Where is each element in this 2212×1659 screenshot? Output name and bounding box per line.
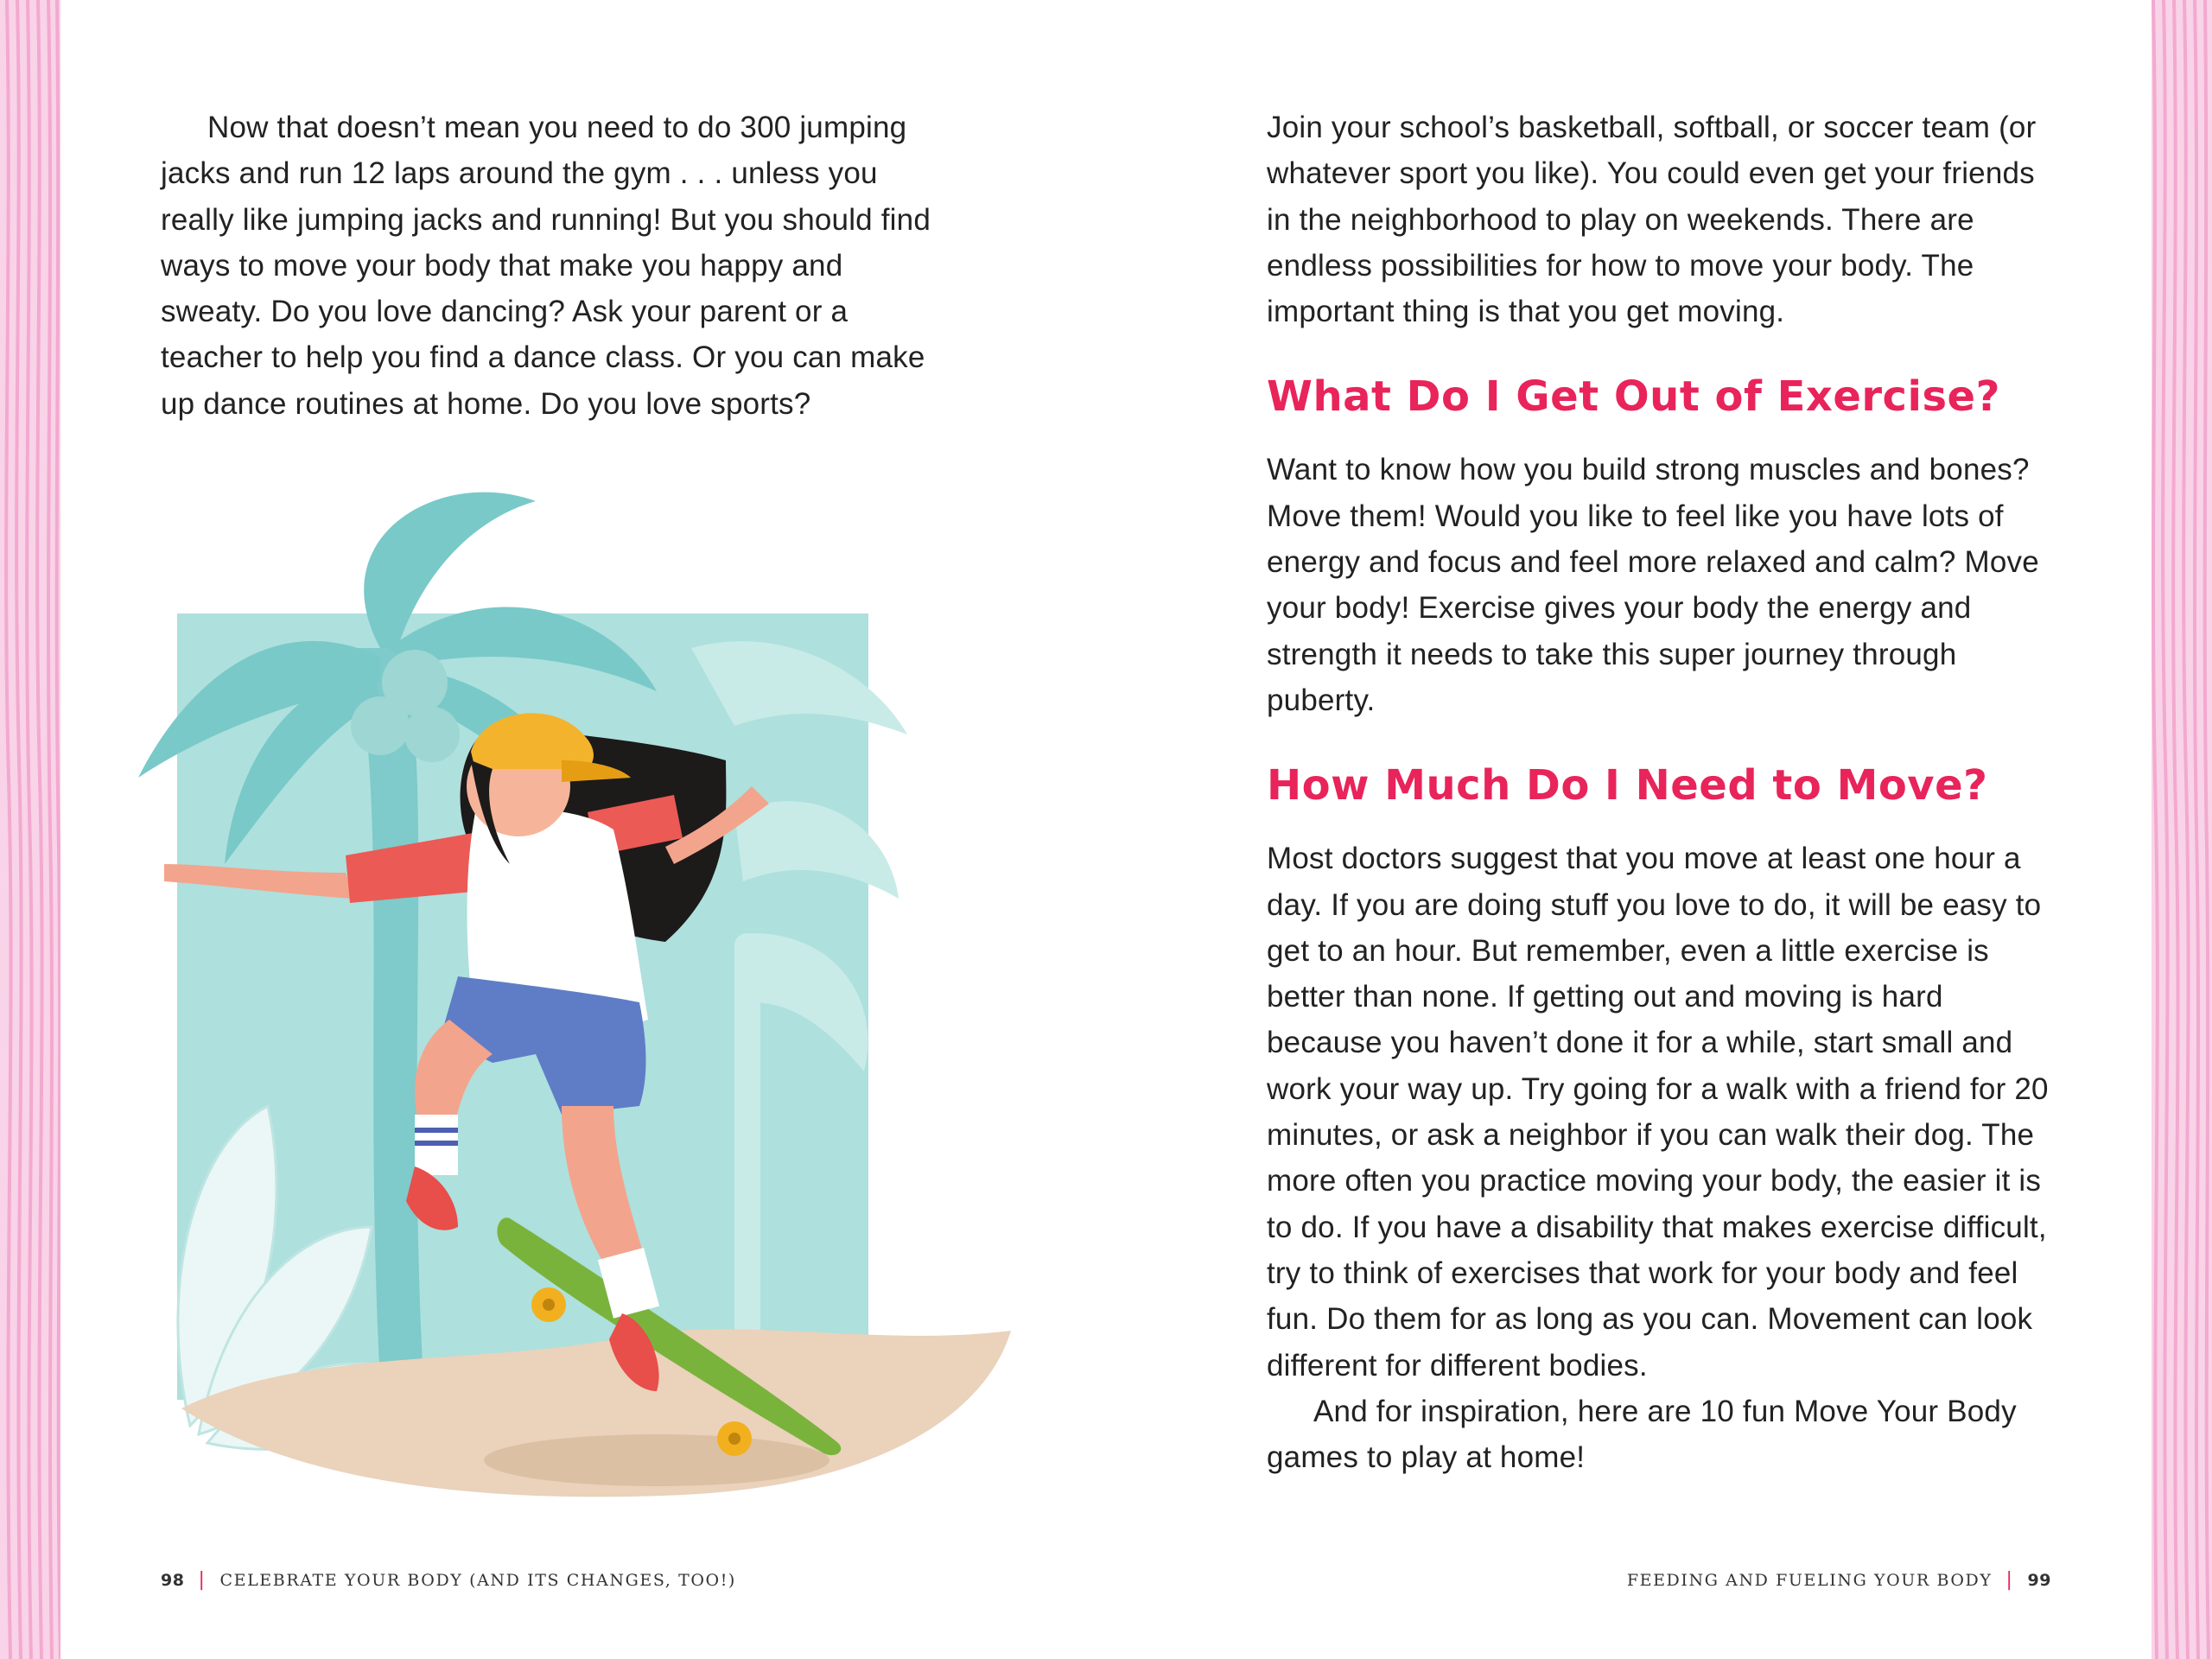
right-page-edge [2148, 0, 2212, 1659]
left-footer-separator: | [198, 1569, 207, 1591]
intro-paragraph: Join your school’s basketball, softball, or soccer team (or whatever sport you like). You could even get your friends in the neighborhood to play on weekends. There are endless possibilities for how to move your body. The important thing is that you get moving. [1267, 111, 2037, 329]
left-footer [161, 1569, 736, 1591]
left-paragraph: Now that doesn’t mean you need to do 300 jumping jacks and run 12 laps around the gym . . . unless you really like jumping jacks and running! But you should find ways to move your body that make you happy and sweaty. Do you love dancing? Ask your parent or a teacher to help you find a dance class. Or you can make up dance routines at home. Do you love sports? [161, 111, 931, 421]
right-running-title: FEEDING AND FUELING YOUR BODY [1626, 1570, 1993, 1590]
right-footer [1627, 1569, 2051, 1591]
left-page-number: 98 [161, 1570, 185, 1590]
skateboard-girl-illustration [130, 449, 1020, 1521]
left-page-edge [0, 0, 64, 1659]
right-page-number: 99 [2027, 1570, 2051, 1590]
right-page-text [1267, 105, 2062, 1480]
exercise-benefits-paragraph: Want to know how you build strong muscles and bones? Move them! Would you like to feel like you have lots of energy and focus and feel more relaxed and calm? Move your body! Exercise gives your body the energy and strength it needs to take this super journey through puberty. [1267, 453, 2039, 717]
closing-paragraph: And for inspiration, here are 10 fun Move Your Body games to play at home! [1267, 1394, 2017, 1475]
how-much-move-paragraph: Most doctors suggest that you move at least one hour a day. If you are doing stuff you love to do, it will be easy to get to an hour. But remember, even a little exercise is better than none. If getting out and moving is hard because you haven’t done it for a while, start small and work your way up. Try going for a walk with a friend for 20 minutes, or ask a neighbor if you can walk their dog. The more often you practice moving your body, the easier it is to do. If you have a disability that makes exercise difficult, try to think of exercises that work for your body and feel fun. Do them for as long as you can. Movement can look different for different bodies. [1267, 842, 2049, 1382]
exercise-benefits-heading: What Do I Get Out of Exercise? [1267, 372, 2000, 422]
right-footer-separator: | [2005, 1569, 2014, 1591]
left-page-text [161, 105, 938, 427]
how-much-move-heading: How Much Do I Need to Move? [1267, 761, 1988, 810]
left-running-title: CELEBRATE YOUR BODY (AND ITS CHANGES, TOO!) [219, 1570, 736, 1590]
